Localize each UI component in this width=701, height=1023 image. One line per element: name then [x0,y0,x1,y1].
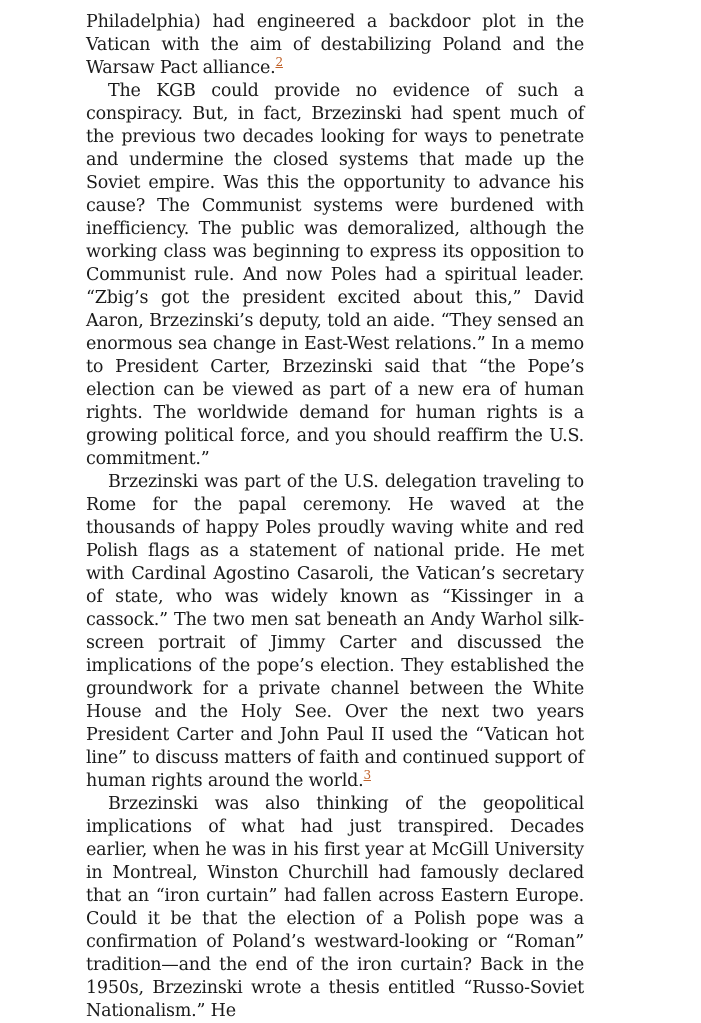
footnote-link-2[interactable]: 2 [275,55,283,70]
book-page [86,11,584,1023]
paragraph-4-text: Brzezinski was also thinking of the geopolitical implications of what had just transpired. Decades earlier, when he was in his first year at McGill University in Montreal, Winston Churchill had famously declared that an “iron curtain” had fallen across Eastern Europe. Could it be that the election of a Polish pope was a confirmation of Poland’s westward-looking or “Roman” tradition—and the end of the iron curtain? Back in the 1950s, Brzezinski wrote a thesis entitled “Russo-Soviet Nationalism.” He [86,794,584,1021]
footnote-link-3[interactable]: 3 [363,768,371,783]
paragraph-1 [86,11,584,80]
paragraph-2-text: The KGB could provide no evidence of such a conspiracy. But, in fact, Brzezinski had spent much of the previous two decades looking for ways to penetrate and undermine the closed systems that made up the Soviet empire. Was this the opportunity to advance his cause? The Communist systems were burdened with inefficiency. The public was demoralized, although the working class was beginning to express its opposition to Communist rule. And now Poles had a spiritual leader. “Zbig’s got the president excited about this,” David Aaron, Brzezinski’s deputy, told an aide. “They sensed an enormous sea change in East-West relations.” In a memo to President Carter, Brzezinski said that “the Pope’s election can be viewed as part of a new era of human rights. The worldwide demand for human rights is a growing political force, and you should reaffirm the U.S. commitment.” [86,81,584,469]
paragraph-3 [86,471,584,793]
paragraph-4 [86,793,584,1023]
paragraph-3-text: Brzezinski was part of the U.S. delegation traveling to Rome for the papal ceremony. He waved at the thousands of happy Poles proudly waving white and red Polish flags as a statement of national pride. He met with Cardinal Agostino Casaroli, the Vatican’s secretary of state, who was widely known as “Kissinger in a cassock.” The two men sat beneath an Andy Warhol silk-screen portrait of Jimmy Carter and discussed the implications of the pope’s election. They established the groundwork for a private channel between the White House and the Holy See. Over the next two years President Carter and John Paul II used the “Vatican hot line” to discuss matters of faith and continued support of human rights around the world. [86,472,584,791]
paragraph-2 [86,80,584,471]
paragraph-1-text: Philadelphia) had engineered a backdoor plot in the Vatican with the aim of destabilizing Poland and the Warsaw Pact alliance. [86,12,584,78]
